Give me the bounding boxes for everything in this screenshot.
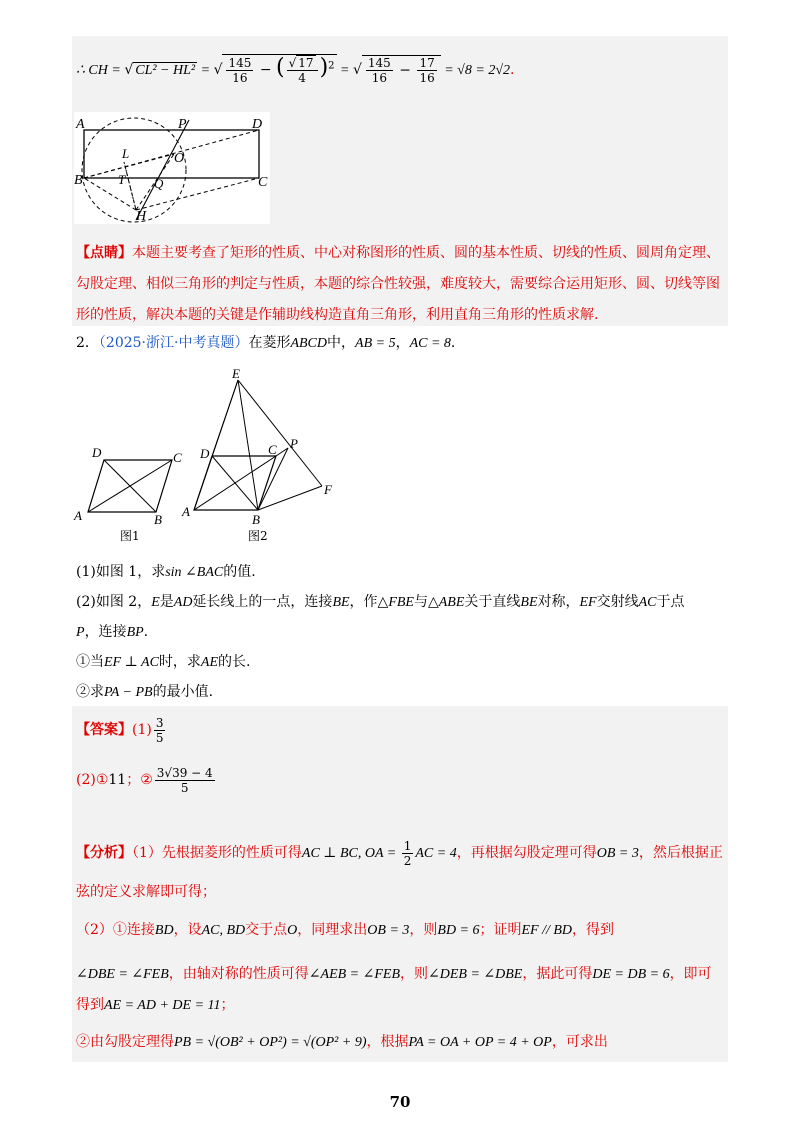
label-D: D — [252, 117, 263, 132]
an-l5-b: ； — [220, 997, 235, 1013]
an-l1-a: （1）先根据菱形的性质可得 — [132, 845, 302, 861]
label-Q: Q — [154, 176, 164, 191]
an-l4-m1: ∠DBE = ∠FEB — [76, 967, 169, 982]
big-radicand: $\frac{145}{16}$ − ( $\frac{√ 17}{4}$ )$^2$ — [222, 54, 336, 85]
sub-question-2 — [76, 682, 724, 703]
p2-AD: AD — [173, 595, 193, 610]
period: . — [450, 335, 456, 351]
an-l1-m2: AC = 4 — [415, 846, 457, 861]
c2-b: 的最小值. — [152, 684, 214, 700]
p1-sin: sin ∠BAC — [165, 565, 224, 580]
fig2-label-B: B — [252, 512, 260, 526]
answer-line-2 — [76, 762, 724, 798]
c1-c: 的长. — [218, 654, 251, 670]
answer-tag: 【答案】 — [76, 722, 132, 738]
analysis-line-6 — [76, 1032, 724, 1053]
an-l3-g: ，得到 — [572, 922, 615, 938]
c2-expr: PA − PB — [104, 685, 153, 700]
an-l4-b: ，则 — [400, 966, 428, 982]
answer-1-prefix: (1) — [132, 722, 152, 738]
figure-1-rhombus — [70, 440, 190, 530]
p2-c: 延长线上的一点，连接 — [192, 594, 333, 610]
part-2-line-1 — [76, 592, 724, 613]
frac-145-den-2: 16 — [371, 70, 387, 85]
analysis-tag: 【分析】 — [76, 845, 132, 861]
an-l4-c: ，据此可得 — [522, 966, 593, 982]
fig2-label-C: C — [268, 442, 277, 457]
rhombus-name: ABCD — [290, 336, 328, 351]
an-l6-m1: PB = √(OB² + OP²) = √(OP² + 9) — [174, 1035, 367, 1050]
fig1-label-C: C — [173, 450, 182, 465]
p2-P: P — [76, 625, 85, 640]
eq-2: = — [336, 63, 353, 78]
c2-a: ②求 — [76, 684, 104, 700]
dianjing-line-1 — [76, 243, 724, 263]
part-2-line-2 — [76, 622, 724, 643]
an-l6-c: ，可求出 — [551, 1034, 608, 1050]
label-P: P — [178, 117, 187, 132]
label-O: O — [174, 151, 185, 166]
answer-2-prefix: (2)① — [76, 772, 109, 788]
figure-2-rhombus-reflection — [180, 366, 340, 526]
question-number: 2． — [76, 335, 99, 351]
an-l4-a: ，由轴对称的性质可得 — [168, 966, 309, 982]
fig1-caption: 图1 — [120, 529, 140, 543]
fig1-label-A: A — [74, 508, 82, 523]
stem-b: 中， — [327, 335, 356, 351]
an-l3-c: 交于点 — [245, 922, 288, 938]
label-L: L — [122, 146, 130, 161]
dianjing-line-3 — [76, 305, 724, 325]
dianjing-line-2 — [76, 274, 724, 294]
question-2-stem — [76, 333, 724, 354]
frac-17-num: 17 — [419, 55, 435, 70]
an-l3-b: ，设 — [173, 922, 202, 938]
answer-2-value: 11 — [108, 772, 127, 788]
half-num: 1 — [403, 838, 412, 853]
c1-b: 时，求 — [158, 654, 201, 670]
an-l1-b: ，再根据勾股定理可得 — [456, 845, 597, 861]
an-l1-m1: AC ⊥ BC, OA = — [301, 846, 400, 861]
p1-a: (1)如图 1，求 — [76, 564, 166, 580]
label-A: A — [76, 117, 85, 132]
question-source: （2025·浙江·中考真题） — [98, 335, 249, 351]
ch-sqrt-1: CL² − HL² — [135, 63, 196, 78]
an-l3-OB: OB = 3 — [367, 923, 410, 938]
p2-AC: AC — [638, 595, 657, 610]
analysis-line-5 — [76, 995, 724, 1016]
fig2-label-A: A — [182, 504, 190, 519]
c1-AE: AE — [200, 655, 219, 670]
p2-f: 关于直线 — [464, 594, 521, 610]
fig2-label-E: E — [232, 366, 240, 381]
an-l3-BD: BD — [154, 923, 174, 938]
sqrt-17: 17 — [298, 55, 314, 70]
fig1-label-B: B — [154, 512, 162, 527]
page-number: 70 — [389, 1093, 411, 1111]
frac-145-den: 16 — [232, 70, 248, 85]
label-T: T — [118, 172, 126, 187]
answer-2-den: 5 — [180, 780, 189, 795]
dianjing-text-2: 勾股定理、相似三角形的判定与性质，本题的综合性较强，难度较大，需要综合运用矩形、圆、切线等图 — [76, 276, 720, 292]
part-1 — [76, 562, 724, 583]
p2-l2-b: . — [143, 624, 149, 640]
p2-BP: BP — [126, 625, 144, 640]
analysis-line-4 — [76, 964, 724, 985]
an-l6-m2: PA = OA + OP = 4 + OP — [408, 1035, 552, 1050]
label-B: B — [74, 173, 83, 188]
an-l5-m: AE = AD + DE = 11 — [104, 998, 221, 1013]
radicand-2 — [362, 55, 441, 85]
frac-17-den: 16 — [419, 70, 435, 85]
an-l3-a: （2）①连接 — [76, 922, 155, 938]
analysis-line-2 — [76, 882, 724, 902]
p2-BE2: BE — [520, 595, 538, 610]
fig2-label-D: D — [200, 446, 210, 461]
half-den: 2 — [403, 853, 412, 868]
dianjing-text-1: 本题主要考查了矩形的性质、中心对称图形的性质、圆的基本性质、切线的性质、圆周角定理、 — [132, 245, 720, 261]
frac-145-num-2: 145 — [367, 55, 391, 70]
label-C: C — [258, 175, 268, 190]
label-H: H — [136, 209, 147, 224]
p2-h: 交射线 — [596, 594, 639, 610]
ch-formula: ∴ CH = √ CL² − HL² = √ $\frac{145}{16}$ − ( $\frac{√ 17}{4}$ )$^2$ = √ $\frac{145}{16}$ − $\frac{17}{16}$ = √8 = 2√2. — [76, 55, 515, 85]
fig2-label-P: P — [290, 436, 298, 451]
an-l4-m3: ∠DEB = ∠DBE — [428, 967, 523, 982]
an-l3-par: EF // BD — [521, 923, 573, 938]
p2-BE: BE — [332, 595, 350, 610]
answer-line-1 — [76, 712, 724, 748]
fig2-caption: 图2 — [248, 529, 268, 543]
answer-2-sep: ；② — [126, 772, 153, 788]
c1-a: ①当 — [76, 654, 104, 670]
p2-a: (2)如图 2， — [76, 594, 152, 610]
answer-1-den: 5 — [155, 730, 164, 745]
an-l1-c: ，然后根据正 — [638, 845, 723, 861]
dianjing-tag: 【点睛】 — [76, 245, 132, 261]
eq-1: = — [197, 63, 214, 78]
analysis-line-1 — [76, 838, 724, 868]
p2-l2-a: ，连接 — [84, 624, 127, 640]
p2-b: 是 — [159, 594, 174, 610]
p2-i: 于点 — [656, 594, 685, 610]
an-l6-b: ，根据 — [366, 1034, 409, 1050]
ch-prefix: ∴ CH = — [76, 63, 125, 78]
fig2-label-F: F — [324, 482, 332, 497]
dianjing-text-3: 形的性质，解决本题的关键是作辅助线构造直角三角形，利用直角三角形的性质求解. — [76, 307, 599, 323]
answer-1-num: 3 — [155, 715, 164, 730]
answer-2-num: 3√39 − 4 — [156, 765, 213, 780]
an-l3-e: ，则 — [409, 922, 438, 938]
p2-E: E — [151, 595, 160, 610]
fig1-label-D: D — [92, 445, 102, 460]
comma: ， — [395, 335, 410, 351]
p2-e: 与 — [413, 594, 428, 610]
an-l4-d: ，即可 — [669, 966, 712, 982]
an-l3-O: O — [287, 923, 298, 938]
ac-value: AC = 8 — [409, 336, 451, 351]
an-l2: 弦的定义求解即可得； — [76, 884, 216, 900]
an-l3-f: ；证明 — [479, 922, 522, 938]
p2-tri1: △FBE — [377, 595, 414, 610]
an-l5-a: 得到 — [76, 997, 104, 1013]
sub-question-1 — [76, 652, 724, 673]
c1-cond: EF ⊥ AC — [104, 655, 159, 670]
p2-EF: EF — [579, 595, 597, 610]
figure-rectangle-circle — [74, 112, 270, 224]
stem-a: 在菱形 — [248, 335, 291, 351]
ab-value: AB = 5 — [355, 336, 396, 351]
p2-d: ，作 — [349, 594, 378, 610]
minus-2: − — [394, 62, 416, 78]
ch-result: = √8 = 2√2 — [440, 63, 510, 78]
p2-g: 对称， — [537, 594, 580, 610]
p1-b: 的值. — [223, 564, 256, 580]
frac-145-num: 145 — [228, 55, 252, 70]
an-l3-d: ，同理求出 — [297, 922, 368, 938]
p2-tri2: △ABE — [427, 595, 465, 610]
an-l4-m2: ∠AEB = ∠FEB — [308, 967, 400, 982]
an-l3-ACBD: AC, BD — [201, 923, 246, 938]
den-4: 4 — [298, 70, 306, 85]
minus: − — [255, 62, 277, 78]
an-l4-m4: DE = DB = 6 — [592, 967, 670, 982]
analysis-line-3 — [76, 920, 724, 941]
period-red: . — [510, 62, 515, 78]
square: 2 — [328, 60, 335, 72]
an-l3-BD6: BD = 6 — [437, 923, 480, 938]
an-l1-m3: OB = 3 — [596, 846, 639, 861]
an-l6-a: ②由勾股定理得 — [76, 1034, 174, 1050]
